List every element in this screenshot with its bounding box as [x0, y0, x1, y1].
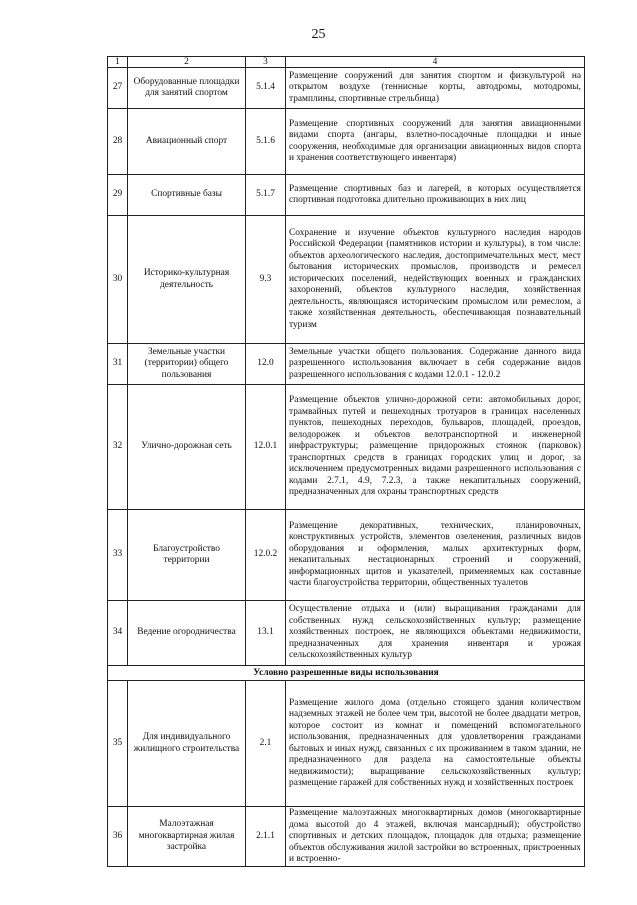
- use-type-code: 2.1.1: [246, 807, 286, 867]
- use-type-description: Размещение декоративных, технических, планировочных, конструктивных устройств, элементов озеленения, различных видов оборудования и оформления, малых архитектурных форм, некапитальных нестационарных строений и сооружений, информационных щитов и указателей, применяемых как составные части благоустройства территории, общественных туалетов: [286, 510, 585, 601]
- section-title: Условно разрешенные виды использования: [108, 666, 585, 681]
- use-type-code: 12.0.1: [246, 385, 286, 510]
- row-number: 29: [108, 175, 128, 216]
- use-type-name: Улично-дорожная сеть: [128, 385, 246, 510]
- use-type-description: Земельные участки общего пользования. Содержание данного вида разрешенного использования включает в себя содержание видов разрешенного использования с кодами 12.0.1 - 12.0.2: [286, 344, 585, 385]
- use-type-description: Осуществление отдыха и (или) выращивания гражданами для собственных нужд сельскохозяйственных культур; размещение хозяйственных построек, не являющихся объектами недвижимости, предназначенных для хранения инвентаря и урожая сельскохозяйственных культур: [286, 601, 585, 666]
- use-type-description: Размещение объектов улично-дорожной сети: автомобильных дорог, трамвайных путей и пешеходных тротуаров в границах населенных пунктов, пешеходных переходов, бульваров, площадей, проездов, велодорожек и объектов велотранспортной и инженерной инфраструктуры; размещение придорожных стоянок (парковок) транспортных средств в границах городских улиц и дорог, за исключением предусмотренных видами разрешенного использования с кодами 2.7.1, 4.9, 7.2.3, а также некапитальных сооружений, предназначенных для охраны транспортных средств: [286, 385, 585, 510]
- use-type-description: Размещение спортивных сооружений для занятия авиационными видами спорта (ангары, взлетно-посадочные площадки и иные сооружения, необходимые для организации авиационных видов спорта и хранения соответствующего инвентаря): [286, 109, 585, 175]
- use-type-name: Малоэтажная многоквартирная жилая застройка: [128, 807, 246, 867]
- use-type-name: Ведение огородничества: [128, 601, 246, 666]
- use-type-code: 13.1: [246, 601, 286, 666]
- row-number: 34: [108, 601, 128, 666]
- row-number: 32: [108, 385, 128, 510]
- use-type-description: Размещение сооружений для занятия спортом и физкультурой на открытом воздухе (теннисные корты, автодромы, мотодромы, трамплины, спортивные стрельбища): [286, 68, 585, 109]
- section-row: [108, 666, 585, 681]
- use-type-description: Размещение спортивных баз и лагерей, в которых осуществляется спортивная подготовка длительно проживающих в них лиц: [286, 175, 585, 216]
- table-row: [108, 510, 585, 601]
- table-row: [108, 175, 585, 216]
- row-number: 27: [108, 68, 128, 109]
- row-number: 36: [108, 807, 128, 867]
- use-type-name: Благоустройство территории: [128, 510, 246, 601]
- use-type-name: Оборудованные площадки для занятий спортом: [128, 68, 246, 109]
- land-use-table: [107, 56, 585, 867]
- use-type-description: [286, 807, 585, 867]
- row-number: 33: [108, 510, 128, 601]
- row-number: 31: [108, 344, 128, 385]
- use-type-name: Историко-культурная деятельность: [128, 216, 246, 344]
- use-type-description: Размещение жилого дома (отдельно стоящего здания количеством надземных этажей не более чем три, высотой не более двадцати метров, которое состоит из комнат и помещений вспомогательного использования, предназначенных для удовлетворения гражданами бытовых и иных нужд, связанных с их проживанием в таком здании, не предназначенного для раздела на самостоятельные объекты недвижимости); выращивание сельскохозяйственных культур; размещение гаражей для собственных нужд и хозяйственных построек: [286, 681, 585, 807]
- use-type-code: 12.0.2: [246, 510, 286, 601]
- use-type-code: 5.1.6: [246, 109, 286, 175]
- table-row: [108, 601, 585, 666]
- use-type-description: Сохранение и изучение объектов культурного наследия народов Российской Федерации (памятников истории и культуры), в том числе: объектов археологического наследия, достопримечательных мест, мест бытования исторических промыслов, производств и ремесел исторических поселений, недействующих военных и гражданских захоронений, объектов культурного наследия, хозяйственная деятельность, являющаяся историческим промыслом или ремеслом, а также хозяйственная деятельность, обеспечивающая познавательный туризм: [286, 216, 585, 344]
- table-row: [108, 344, 585, 385]
- header-cell-3: 3: [246, 57, 286, 68]
- table-row: [108, 385, 585, 510]
- table-header-row: [108, 57, 585, 68]
- table-row: [108, 109, 585, 175]
- table-row: [108, 807, 585, 867]
- use-type-name: Авиационный спорт: [128, 109, 246, 175]
- header-cell-2: 2: [128, 57, 246, 68]
- row-number: 35: [108, 681, 128, 807]
- table-row: [108, 68, 585, 109]
- table-row: [108, 681, 585, 807]
- use-type-description-text: Размещение малоэтажных многоквартирных домов (многоквартирные дома высотой до 4 этажей, включая мансардный); обустройство спортивных и детских площадок, площадок для отдыха; размещение объектов обслуживания жилой застройки во встроенных, пристроенных и встроенно-: [289, 808, 581, 864]
- row-number: 28: [108, 109, 128, 175]
- use-type-name: Спортивные базы: [128, 175, 246, 216]
- row-number: 30: [108, 216, 128, 344]
- header-cell-1: 1: [108, 57, 128, 68]
- use-type-name: Для индивидуального жилищного строительства: [128, 681, 246, 807]
- page-number: 25: [311, 27, 326, 42]
- use-type-code: 5.1.7: [246, 175, 286, 216]
- header-cell-4: 4: [286, 57, 585, 68]
- table-row: [108, 216, 585, 344]
- use-type-code: 12.0: [246, 344, 286, 385]
- use-type-code: 5.1.4: [246, 68, 286, 109]
- use-type-code: 2.1: [246, 681, 286, 807]
- use-type-name: Земельные участки (территории) общего пользования: [128, 344, 246, 385]
- use-type-code: 9.3: [246, 216, 286, 344]
